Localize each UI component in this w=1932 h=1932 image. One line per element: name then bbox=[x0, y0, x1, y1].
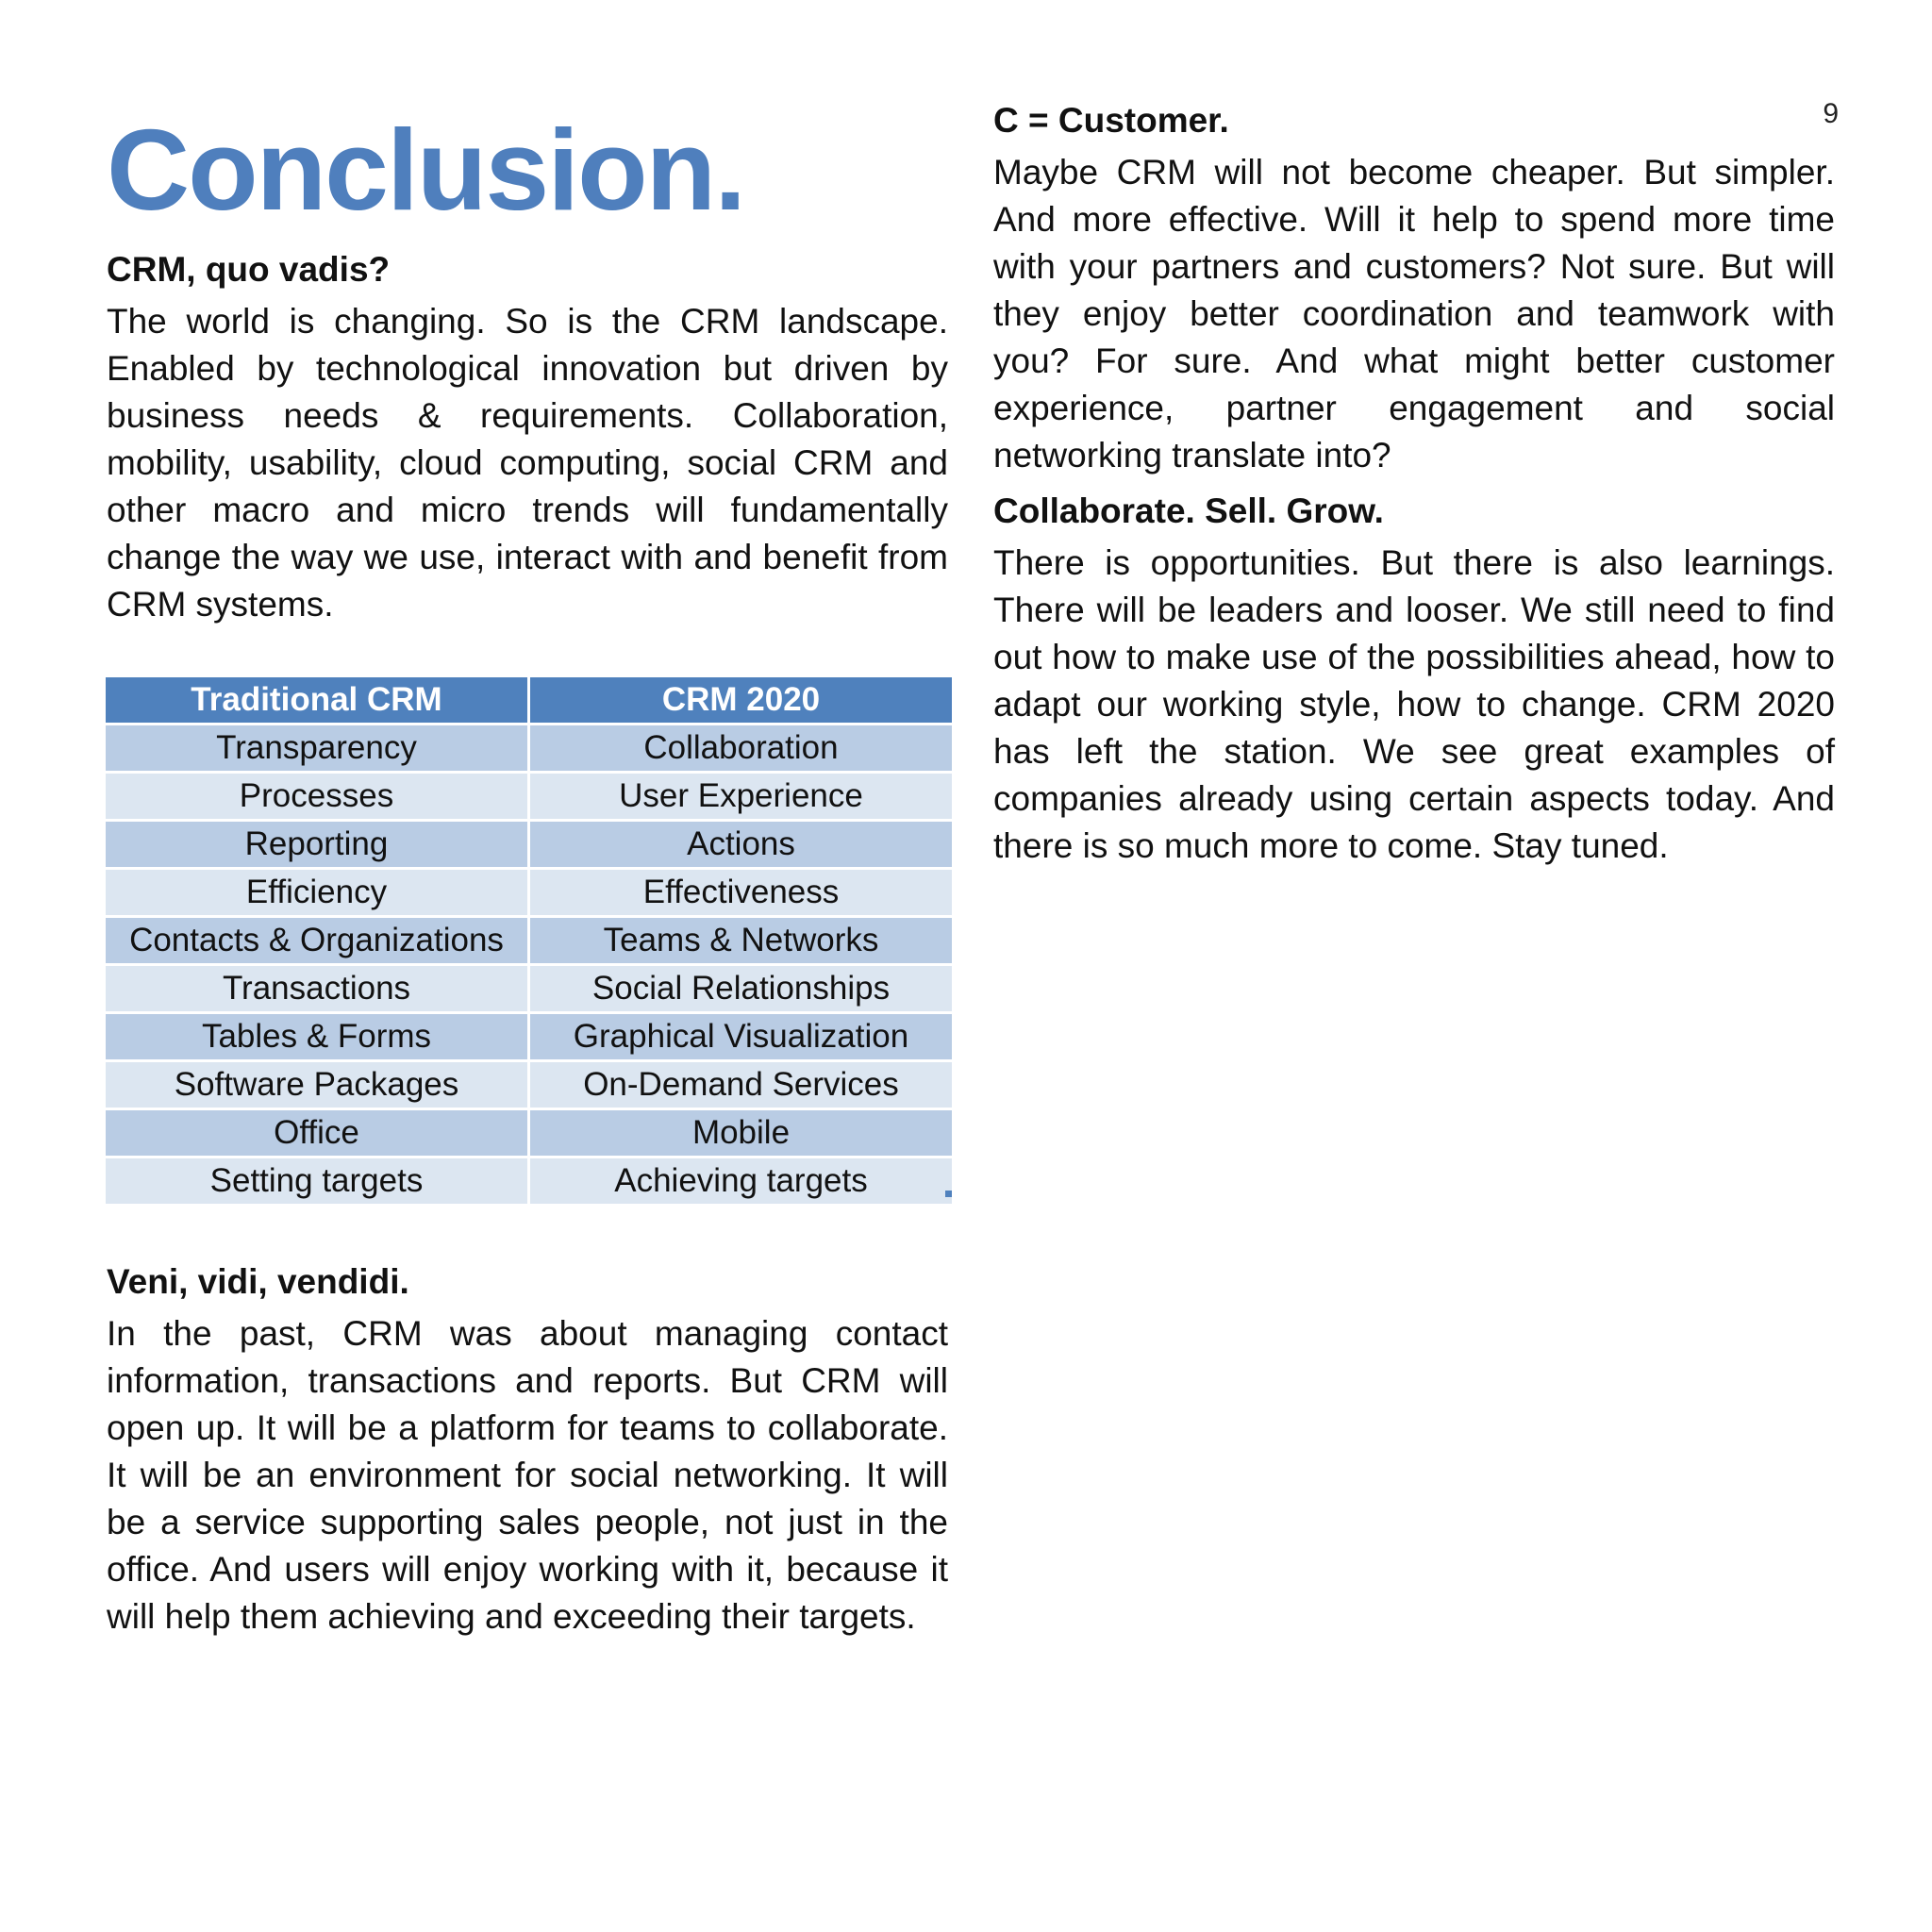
table-cell-traditional: Processes bbox=[105, 773, 529, 821]
table-cell-crm-2020: Collaboration bbox=[529, 724, 954, 773]
table-cell-traditional: Setting targets bbox=[105, 1158, 529, 1206]
table-cell-crm-2020: Effectiveness bbox=[529, 869, 954, 917]
section-body-collaborate: There is opportunities. But there is also learnings. There will be leaders and looser. We still need to find out how to make use of the possibilities ahead, how to adapt our working style, how to change. CRM 2020 has left the station. We see great examples of companies already using certain aspects today. And there is so much more to come. Stay tuned. bbox=[993, 543, 1835, 865]
table-cell-traditional: Tables & Forms bbox=[105, 1013, 529, 1061]
table-header-crm-2020: CRM 2020 bbox=[529, 676, 954, 724]
table-row bbox=[105, 1013, 954, 1061]
page-number: 9 bbox=[1823, 98, 1839, 129]
table-cell-traditional: Software Packages bbox=[105, 1061, 529, 1109]
section-body-quo-vadis: The world is changing. So is the CRM landscape. Enabled by technological innovation but driven by business needs & requirements. Collaboration, mobility, usability, cloud computing, social CRM and other macro and micro trends will fundamentally change the way we use, interact with and benefit from CRM systems. bbox=[107, 302, 948, 624]
table-row bbox=[105, 821, 954, 869]
section-heading-collaborate: Collaborate. Sell. Grow. bbox=[993, 491, 1384, 530]
table-row bbox=[105, 1158, 954, 1206]
table-cell-crm-2020: Actions bbox=[529, 821, 954, 869]
table-header-row bbox=[105, 676, 954, 724]
right-column bbox=[993, 98, 1835, 870]
table-cell-crm-2020: Social Relationships bbox=[529, 965, 954, 1013]
table-cell-traditional: Efficiency bbox=[105, 869, 529, 917]
table-resize-handle bbox=[945, 1191, 952, 1197]
table-cell-crm-2020: Graphical Visualization bbox=[529, 1013, 954, 1061]
table-row bbox=[105, 1109, 954, 1158]
section-body-customer: Maybe CRM will not become cheaper. But simpler. And more effective. Will it help to spend more time with your partners and customers? Not sure. But will they enjoy better coordination and teamwork with you? For sure. And what might better customer experience, partner engagement and social networking translate into? bbox=[993, 153, 1835, 475]
section-body-veni: In the past, CRM was about managing contact information, transactions and reports. But CRM will open up. It will be a platform for teams to collaborate. It will be an environment for social networking. It will be a service supporting sales people, not just in the office. And users will enjoy working with it, because it will help them achieving and exceeding their targets. bbox=[107, 1314, 948, 1636]
table-cell-traditional: Reporting bbox=[105, 821, 529, 869]
table-cell-traditional: Contacts & Organizations bbox=[105, 917, 529, 965]
table-cell-crm-2020: Mobile bbox=[529, 1109, 954, 1158]
section-veni bbox=[107, 1259, 948, 1641]
table-cell-crm-2020: On-Demand Services bbox=[529, 1061, 954, 1109]
table-row bbox=[105, 965, 954, 1013]
table-row bbox=[105, 917, 954, 965]
section-heading-quo-vadis: CRM, quo vadis? bbox=[107, 250, 391, 289]
table-cell-traditional: Transactions bbox=[105, 965, 529, 1013]
table-row bbox=[105, 869, 954, 917]
table-cell-crm-2020: Achieving targets bbox=[529, 1158, 954, 1206]
table-row bbox=[105, 724, 954, 773]
comparison-table bbox=[103, 675, 955, 1207]
page-title: Conclusion. bbox=[107, 106, 745, 234]
table-cell-traditional: Office bbox=[105, 1109, 529, 1158]
section-heading-veni: Veni, vidi, vendidi. bbox=[107, 1262, 409, 1301]
table-cell-crm-2020: Teams & Networks bbox=[529, 917, 954, 965]
table-header-traditional: Traditional CRM bbox=[105, 676, 529, 724]
table-row bbox=[105, 1061, 954, 1109]
table-row bbox=[105, 773, 954, 821]
section-heading-customer: C = Customer. bbox=[993, 101, 1229, 140]
section-quo-vadis bbox=[107, 247, 948, 628]
table-cell-crm-2020: User Experience bbox=[529, 773, 954, 821]
table-cell-traditional: Transparency bbox=[105, 724, 529, 773]
